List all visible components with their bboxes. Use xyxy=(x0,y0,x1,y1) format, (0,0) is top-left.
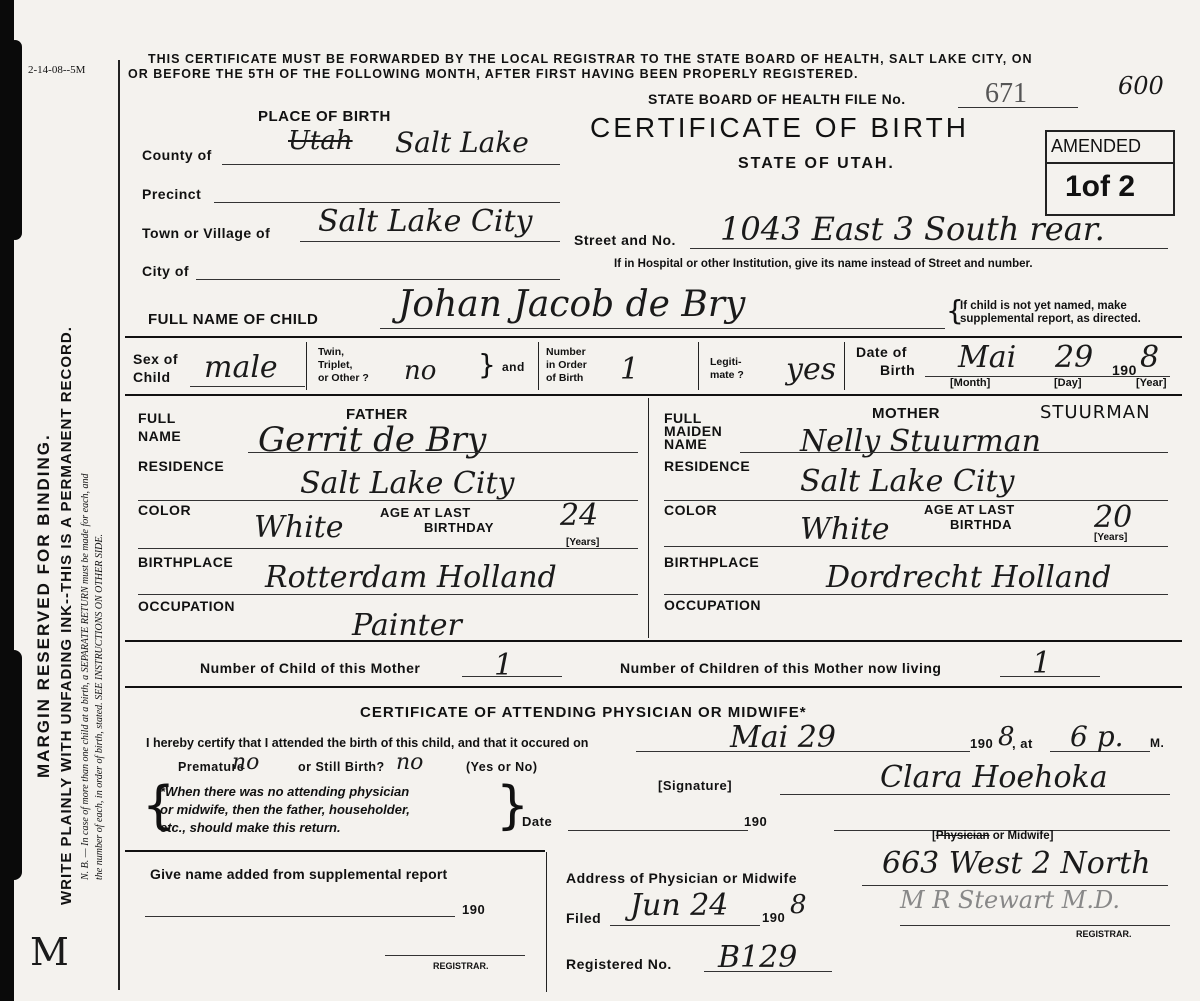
mother-residence-label: RESIDENCE xyxy=(664,458,751,474)
child-number-value: 1 xyxy=(494,648,514,683)
father-name-line xyxy=(248,452,638,453)
town-line xyxy=(300,241,560,242)
certify-time-value: 6 p. xyxy=(1070,720,1124,753)
parents-divider xyxy=(648,398,649,638)
father-occupation-value: Painter xyxy=(352,608,462,643)
birth-month: Mai xyxy=(958,340,1017,375)
twin-label-1: Twin, xyxy=(318,346,345,358)
yes-no-hint: (Yes or No) xyxy=(466,760,538,774)
child-note-brace: { xyxy=(946,294,964,327)
role-open-bracket: [ xyxy=(932,830,936,842)
form-code: 2-14-08--5M xyxy=(28,64,86,76)
sex-divider xyxy=(306,342,307,390)
registrar-label: REGISTRAR. xyxy=(1076,929,1132,939)
rule-1 xyxy=(125,336,1182,338)
filed-line xyxy=(610,925,760,926)
date-label-1: Date of xyxy=(856,344,907,360)
certify-year-digit: 8 xyxy=(998,722,1015,752)
mother-color-label: COLOR xyxy=(664,502,718,518)
physician-date-year: 190 xyxy=(744,814,768,829)
precinct-label: Precinct xyxy=(142,186,202,202)
nb-line-1: N. B. — In case of more than one child at a birth, a SEPARATE RETURN must be made for each, and xyxy=(80,473,91,880)
day-caption: [Day] xyxy=(1054,377,1082,389)
premature-label: Premature xyxy=(178,760,245,774)
child-note-1: If child is not yet named, make xyxy=(960,300,1127,312)
sex-label-2: Child xyxy=(133,369,171,385)
binding-notice: MARGIN RESERVED FOR BINDING. xyxy=(34,433,53,778)
mother-heading: MOTHER xyxy=(872,405,940,422)
mother-name-correction: STUURMAN xyxy=(1040,402,1151,423)
sex-line xyxy=(190,386,305,387)
children-living-value: 1 xyxy=(1032,646,1052,681)
city-label: City of xyxy=(142,263,190,279)
mother-age-label-1: AGE AT LAST xyxy=(924,502,1015,517)
certify-date-value: Mai 29 xyxy=(730,720,836,755)
file-number-alt: 600 xyxy=(1118,72,1164,100)
rule-2 xyxy=(125,394,1182,396)
physician-heading: CERTIFICATE OF ATTENDING PHYSICIAN OR MIDWIFE* xyxy=(360,704,807,721)
legit-value: yes xyxy=(786,352,837,387)
at-label: , at xyxy=(1012,736,1033,751)
rule-5 xyxy=(125,850,545,852)
twin-brace: } xyxy=(478,348,496,381)
county-label: County of xyxy=(142,147,212,163)
file-number: 671 xyxy=(985,78,1027,109)
mother-birthplace-value: Dordrecht Holland xyxy=(826,560,1112,595)
page-indicator: 1of 2 xyxy=(1065,170,1136,203)
stillbirth-value: no xyxy=(396,750,424,775)
filed-value: Jun 24 xyxy=(630,888,729,923)
mother-birthplace-label: BIRTHPLACE xyxy=(664,554,760,570)
mother-age-label-2: BIRTHDA xyxy=(950,517,1012,532)
county-value: Salt Lake xyxy=(395,126,529,159)
physician-date-label: Date xyxy=(522,814,553,829)
mother-color-line xyxy=(664,546,1168,547)
scan-edge-shadow-upper xyxy=(8,40,22,240)
city-line xyxy=(196,279,560,280)
birth-year-digit: 8 xyxy=(1140,340,1160,375)
amended-stamp xyxy=(1045,130,1175,216)
mother-residence-line xyxy=(664,500,1168,501)
twin-label-2: Triplet, xyxy=(318,359,353,371)
town-value: Salt Lake City xyxy=(318,204,533,239)
stamp-divider xyxy=(1047,162,1173,164)
sex-label-1: Sex of xyxy=(133,351,179,367)
note-brace-right: } xyxy=(496,776,530,836)
filed-label: Filed xyxy=(566,910,602,926)
child-name-label: FULL NAME OF CHILD xyxy=(148,311,319,328)
child-name-value: Johan Jacob de Bry xyxy=(398,284,746,325)
mother-full-label: FULL xyxy=(664,410,702,426)
margin-divider xyxy=(118,60,120,990)
order-value: 1 xyxy=(620,352,640,387)
father-residence-value: Salt Lake City xyxy=(300,466,515,501)
filed-year-digit: 8 xyxy=(790,890,807,920)
father-birthplace-label: BIRTHPLACE xyxy=(138,554,234,570)
filed-year-prefix: 190 xyxy=(762,910,786,925)
father-residence-label: RESIDENCE xyxy=(138,458,225,474)
twin-label-3: or Other ? xyxy=(318,372,369,384)
twin-value: no xyxy=(404,356,437,386)
birth-day: 29 xyxy=(1055,340,1094,375)
place-of-birth-heading: PLACE OF BIRTH xyxy=(258,108,391,125)
street-line xyxy=(690,248,1168,249)
town-label: Town or Village of xyxy=(142,225,271,241)
sex-value: male xyxy=(204,350,278,385)
certificate-title: CERTIFICATE OF BIRTH xyxy=(590,112,969,143)
notice-line-2: OR BEFORE THE 5TH OF THE FOLLOWING MONTH, AFTER FIRST HAVING BEEN PROPERLY REGISTERED. xyxy=(128,67,859,81)
father-name-value: Gerrit de Bry xyxy=(258,420,487,460)
father-color-label: COLOR xyxy=(138,502,192,518)
month-caption: [Month] xyxy=(950,377,991,389)
supplemental-year: 190 xyxy=(462,902,486,917)
registered-value: B129 xyxy=(718,940,798,975)
father-birthplace-line xyxy=(138,594,638,595)
street-value: 1043 East 3 South rear. xyxy=(720,210,1105,248)
father-age-label-1: AGE AT LAST xyxy=(380,505,471,520)
mother-maiden-label: MAIDEN xyxy=(664,423,723,439)
m-label: M. xyxy=(1150,736,1165,750)
notice-line-1: THIS CERTIFICATE MUST BE FORWARDED BY THE LOCAL REGISTRAR TO THE STATE BOARD OF HEALTH, SALT LAKE CITY, ON xyxy=(148,52,1033,66)
year-caption: [Year] xyxy=(1136,377,1167,389)
father-years-caption: [Years] xyxy=(566,537,600,548)
county-line xyxy=(222,164,560,165)
amended-label: AMENDED xyxy=(1051,136,1142,156)
nb-line-2: the number of each, in order of birth, stated. SEE INSTRUCTIONS ON OTHER SIDE. xyxy=(94,533,105,880)
note-brace-left: { xyxy=(142,776,176,836)
rule-4 xyxy=(125,686,1182,688)
supplemental-line xyxy=(145,916,455,917)
child-number-label: Number of Child of this Mother xyxy=(200,660,421,676)
order-label-2: in Order xyxy=(546,359,587,371)
and-label: and xyxy=(502,360,525,374)
supplemental-label: Give name added from supplemental report xyxy=(150,866,448,882)
father-name-label: NAME xyxy=(138,428,182,444)
birth-year-prefix: 190 xyxy=(1112,362,1137,378)
note-line-2: or midwife, then the father, householder, xyxy=(160,802,410,817)
mother-name-value: Nelly Stuurman xyxy=(800,424,1041,459)
county-struck: Utah xyxy=(288,126,353,156)
note-line-1: *When there was no attending physician xyxy=(160,784,410,799)
order-divider xyxy=(538,342,539,390)
physician-role xyxy=(932,830,1053,842)
registrar-line xyxy=(900,925,1170,926)
binding-margin xyxy=(0,0,115,1001)
mother-age-value: 20 xyxy=(1094,500,1133,535)
mother-name-line xyxy=(740,452,1168,453)
note-line-3: etc., should make this return. xyxy=(160,820,341,835)
rule-3 xyxy=(125,640,1182,642)
legit-label-1: Legiti- xyxy=(710,356,742,368)
precinct-line xyxy=(214,202,560,203)
physician-date-line xyxy=(568,830,748,831)
signature-value: Clara Hoehoka xyxy=(880,760,1108,795)
order-label-1: Number xyxy=(546,346,586,358)
father-color-value: White xyxy=(254,510,344,545)
mother-residence-value: Salt Lake City xyxy=(800,464,1015,499)
date-divider xyxy=(844,342,845,390)
file-label: STATE BOARD OF HEALTH FILE No. xyxy=(648,91,906,107)
father-color-line xyxy=(138,548,638,549)
mother-name-label: NAME xyxy=(664,436,708,452)
supplemental-registrar-label: REGISTRAR. xyxy=(433,961,489,971)
supplemental-registrar-line xyxy=(385,955,525,956)
mother-years-caption: [Years] xyxy=(1094,532,1128,543)
scan-edge-shadow-lower xyxy=(6,650,22,880)
hospital-note: If in Hospital or other Institution, give its name instead of Street and number. xyxy=(614,258,1033,270)
premature-value: no xyxy=(232,750,260,775)
father-heading: FATHER xyxy=(346,406,408,423)
child-name-line xyxy=(380,328,945,329)
mother-birthplace-line xyxy=(664,594,1168,595)
state-line: STATE OF UTAH. xyxy=(738,155,895,172)
date-label-2: Birth xyxy=(880,362,916,378)
supplemental-divider xyxy=(546,852,547,992)
father-age-label-2: BIRTHDAY xyxy=(424,520,494,535)
role-text: or Midwife] xyxy=(992,830,1054,842)
stillbirth-label: or Still Birth? xyxy=(298,760,385,774)
father-age-value: 24 xyxy=(560,498,599,533)
father-birthplace-value: Rotterdam Holland xyxy=(265,560,557,595)
certify-year-prefix: 190 xyxy=(970,736,994,751)
registrar-signature: M R Stewart M.D. xyxy=(900,886,1121,914)
address-label: Address of Physician or Midwife xyxy=(566,870,797,886)
ink-notice: WRITE PLAINLY WITH UNFADING INK--THIS IS A PERMANENT RECORD. xyxy=(58,326,75,905)
mother-occupation-label: OCCUPATION xyxy=(664,597,762,613)
role-struck: Physician xyxy=(935,830,990,842)
child-note-2: supplemental report, as directed. xyxy=(960,313,1141,325)
registered-label: Registered No. xyxy=(566,956,672,972)
initial-mark: M xyxy=(30,930,69,974)
father-occupation-label: OCCUPATION xyxy=(138,598,236,614)
children-living-label: Number of Children of this Mother now living xyxy=(620,660,942,676)
legit-label-2: mate ? xyxy=(710,369,744,381)
street-label: Street and No. xyxy=(574,232,676,248)
father-full-label: FULL xyxy=(138,410,176,426)
order-label-3: of Birth xyxy=(546,372,584,384)
mother-color-value: White xyxy=(800,512,890,547)
legit-divider xyxy=(698,342,699,390)
address-value: 663 West 2 North xyxy=(882,846,1151,881)
signature-label: [Signature] xyxy=(658,778,733,793)
certify-text: I hereby certify that I attended the birth of this child, and that it occured on xyxy=(146,736,589,750)
